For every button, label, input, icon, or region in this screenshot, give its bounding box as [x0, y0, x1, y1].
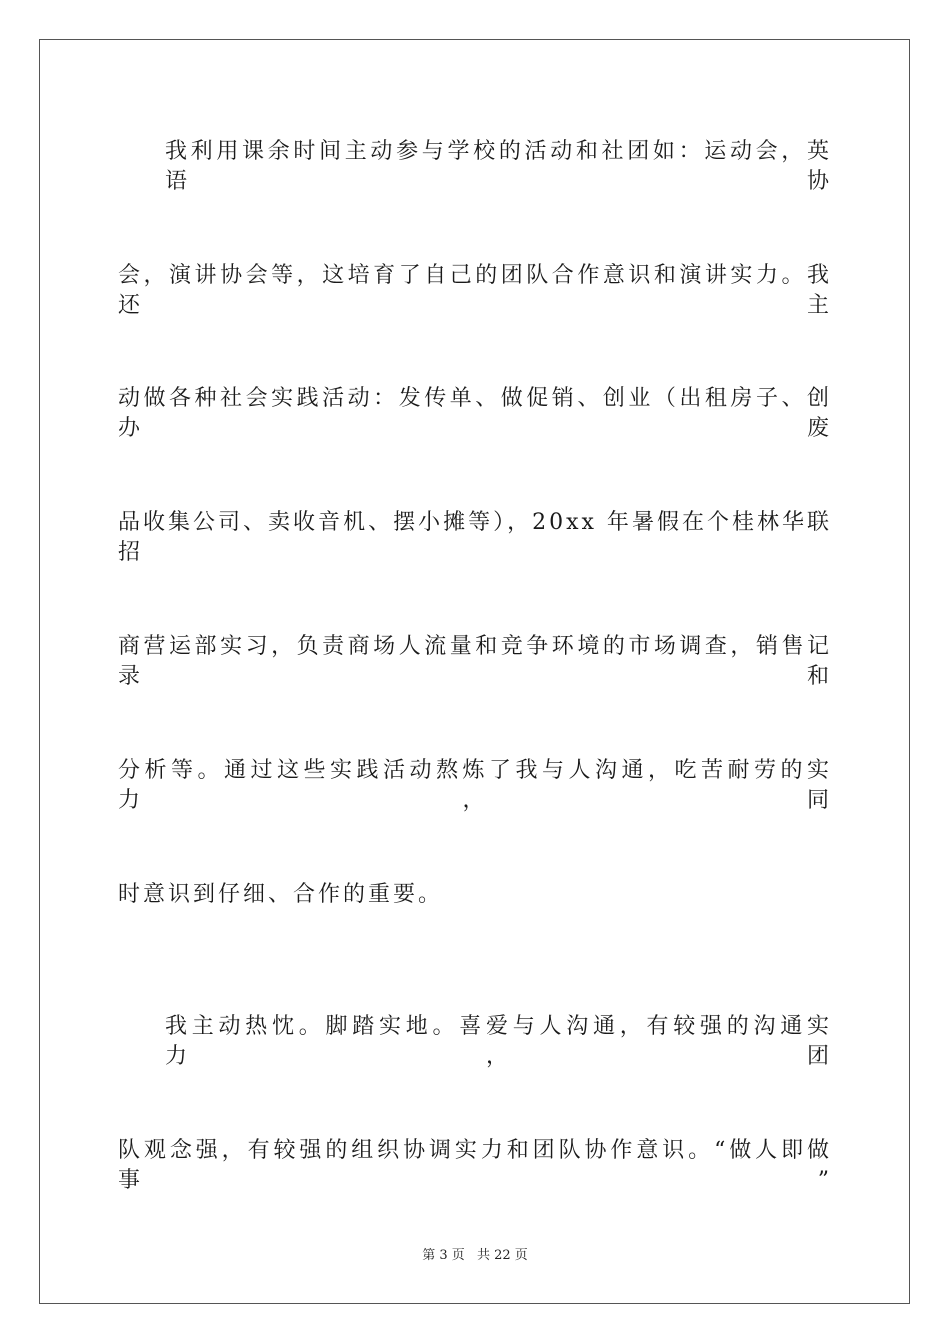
paragraph-2-line-1: 我主动热忱。脚踏实地。喜爱与人沟通，有较强的沟通实力，团 [165, 1014, 832, 1069]
paragraph-1-line-6: 分析等。通过这些实践活动熬炼了我与人沟通，吃苦耐劳的实力，同 [118, 758, 832, 813]
page-number: 第 3 页 [422, 1248, 465, 1263]
page-footer [0, 1247, 950, 1265]
paragraph-2-line-2: 队观念强，有较强的组织协调实力和团队协作意识。“做人即做事” [118, 1138, 832, 1193]
paragraph-1-line-7: 时意识到仔细、合作的重要。 [118, 882, 444, 907]
paragraph-1-line-2: 会，演讲协会等，这培育了自己的团队合作意识和演讲实力。我还主 [118, 263, 832, 318]
page-total: 共 22 页 [476, 1248, 528, 1263]
paragraph-1-line-4: 品收集公司、卖收音机、摆小摊等），20xx 年暑假在个桂林华联招 [118, 510, 832, 565]
paragraph-1-line-5: 商营运部实习，负责商场人流量和竞争环境的市场调查，销售记录和 [118, 634, 832, 689]
paragraph-1-line-1: 我利用课余时间主动参与学校的活动和社团如：运动会，英语协 [165, 139, 832, 194]
paragraph-1-line-3: 动做各种社会实践活动：发传单、做促销、创业（出租房子、创办废 [118, 386, 832, 441]
